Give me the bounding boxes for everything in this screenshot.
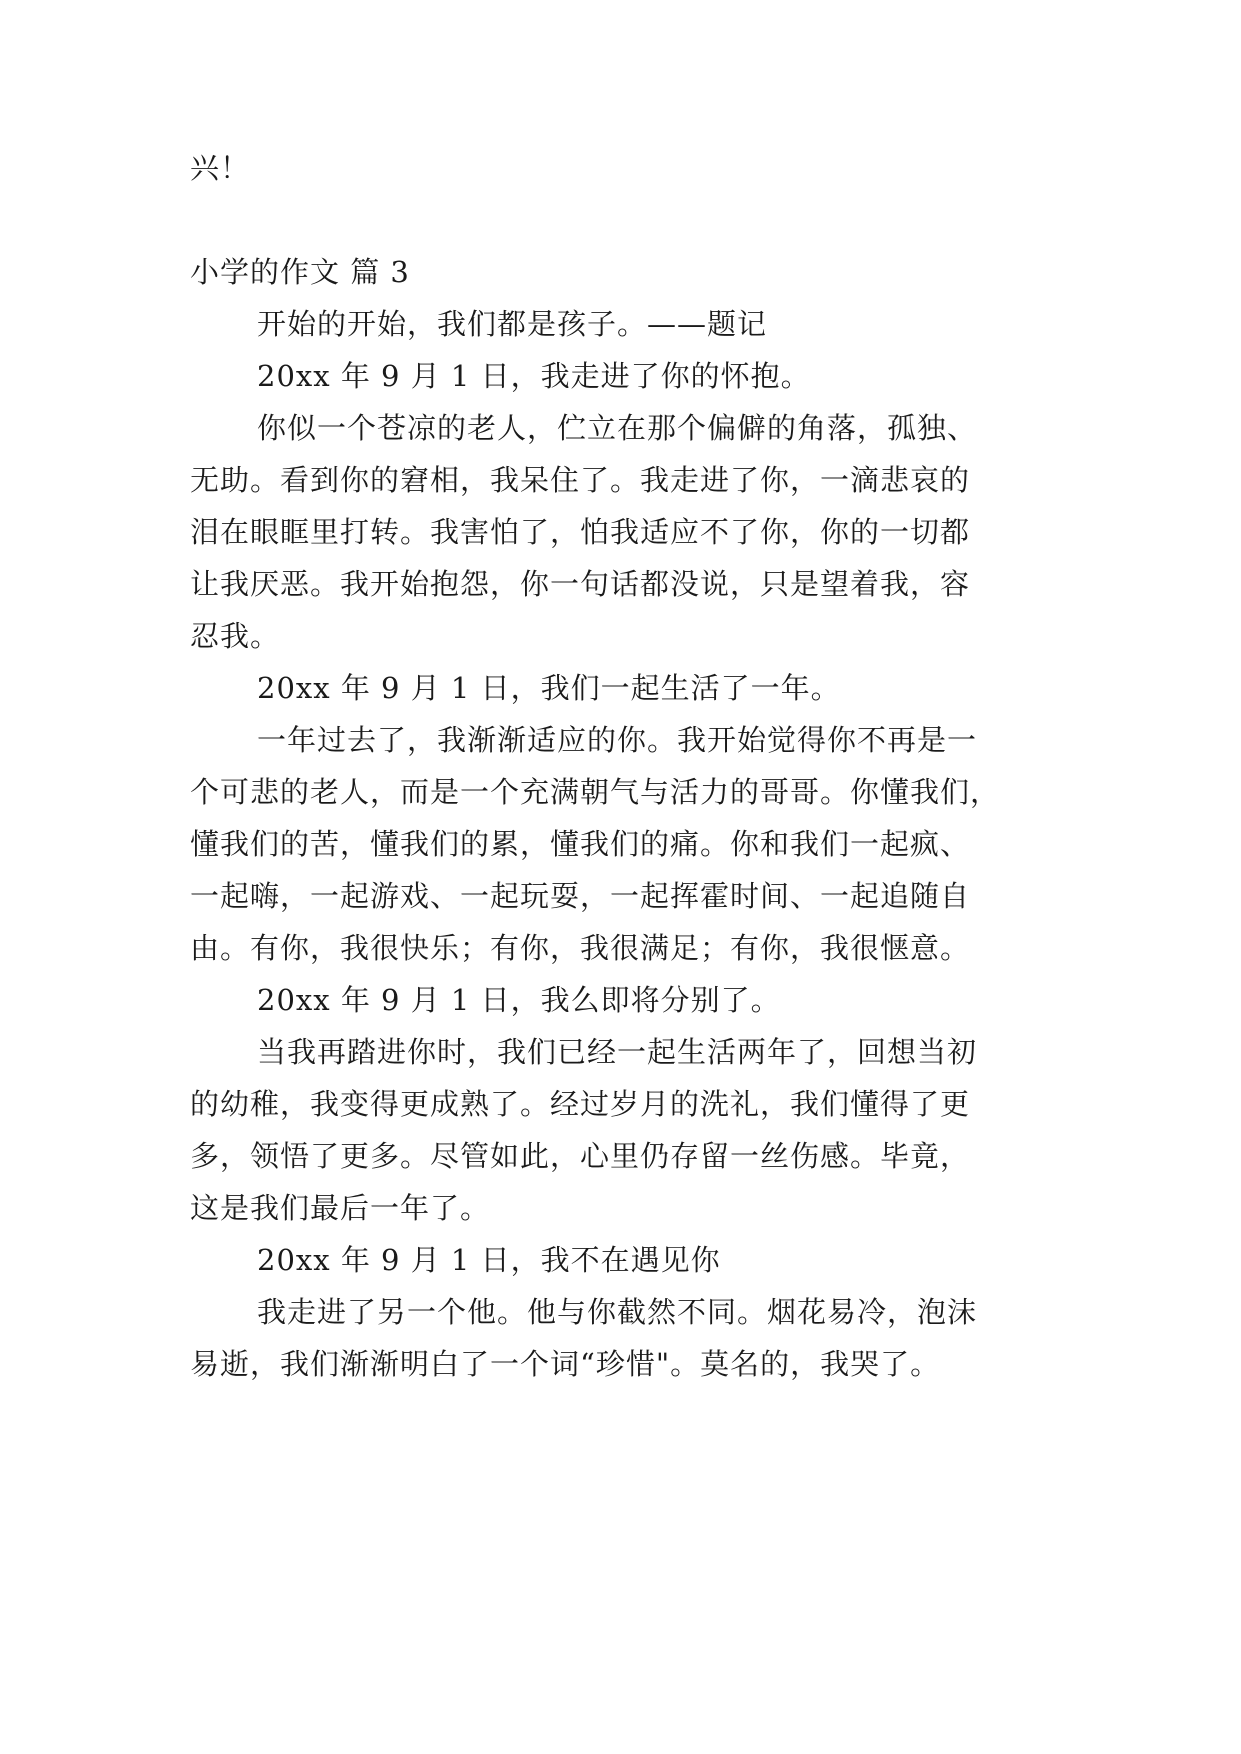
date-line: 20xx 年 9 月 1 日，我么即将分别了。 (257, 983, 781, 1017)
paragraph-line: 泪在眼眶里打转。我害怕了，怕我适应不了你，你的一切都 (190, 515, 971, 549)
paragraph-line: 懂我们的苦，懂我们的累，懂我们的痛。你和我们一起疯、 (190, 827, 971, 861)
date-line: 20xx 年 9 月 1 日，我不在遇见你 (257, 1243, 721, 1277)
paragraph-line: 这是我们最后一年了。 (190, 1191, 491, 1225)
section-title: 小学的作文 篇 3 (190, 255, 410, 289)
paragraph-line: 我走进了另一个他。他与你截然不同。烟花易冷，泡沫 (257, 1295, 978, 1329)
date-line: 20xx 年 9 月 1 日，我走进了你的怀抱。 (257, 359, 811, 393)
paragraph-line: 忍我。 (190, 619, 281, 653)
paragraph-line: 易逝，我们渐渐明白了一个词“珍惜"。莫名的，我哭了。 (190, 1347, 941, 1381)
paragraph-line: 多，领悟了更多。尽管如此，心里仍存留一丝伤感。毕竟， (190, 1139, 971, 1173)
paragraph-line: 当我再踏进你时，我们已经一起生活两年了，回想当初 (257, 1035, 978, 1069)
paragraph-line: 一年过去了，我渐渐适应的你。我开始觉得你不再是一 (257, 723, 978, 757)
paragraph-line: 你似一个苍凉的老人，伫立在那个偏僻的角落，孤独、 (257, 411, 978, 445)
paragraph-line: 个可悲的老人，而是一个充满朝气与活力的哥哥。你懂我们， (190, 775, 1001, 809)
date-line: 20xx 年 9 月 1 日，我们一起生活了一年。 (257, 671, 841, 705)
paragraph-line: 一起嗨，一起游戏、一起玩耍，一起挥霍时间、一起追随自 (190, 879, 971, 913)
paragraph-line: 无助。看到你的窘相，我呆住了。我走进了你，一滴悲哀的 (190, 463, 971, 497)
epigraph: 开始的开始，我们都是孩子。——题记 (257, 307, 768, 341)
continuation-text: 兴！ (190, 151, 251, 185)
paragraph-line: 由。有你，我很快乐；有你，我很满足；有你，我很惬意。 (190, 931, 971, 965)
paragraph-line: 让我厌恶。我开始抱怨，你一句话都没说，只是望着我，容 (190, 567, 971, 601)
paragraph-line: 的幼稚，我变得更成熟了。经过岁月的洗礼，我们懂得了更 (190, 1087, 971, 1121)
